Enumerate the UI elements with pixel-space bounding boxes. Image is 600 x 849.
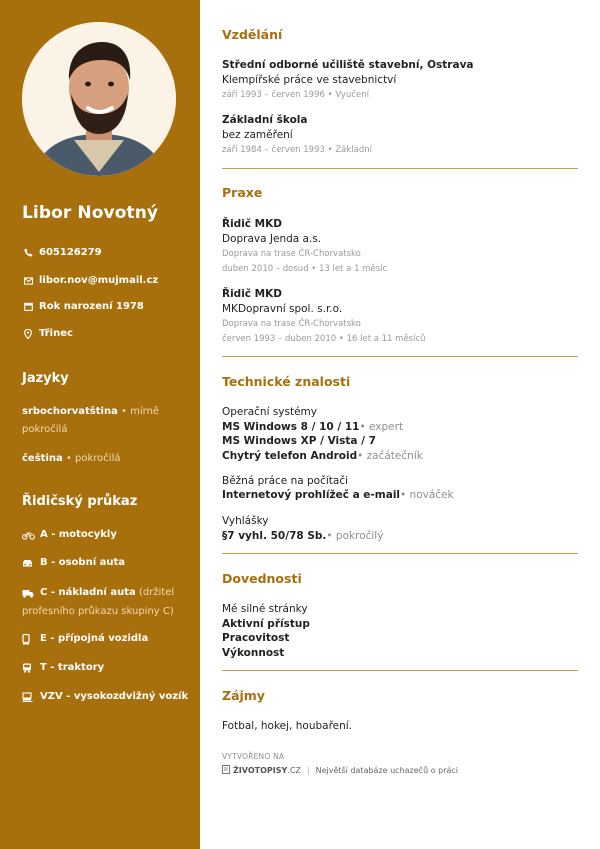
main-content <box>222 0 578 849</box>
languages-heading: Jazyky <box>22 371 69 386</box>
separator: • <box>311 264 317 274</box>
section-divider <box>222 356 578 357</box>
language-level: pokročilá <box>75 453 121 464</box>
license-item <box>22 688 192 707</box>
job-duration: 13 let a 1 měsíc <box>319 264 388 274</box>
skill-item <box>222 435 376 447</box>
abilities-intro: Mé silné stránky <box>222 603 308 615</box>
school-meta <box>222 90 369 100</box>
job-period: duben 2010 – dosud <box>222 264 309 274</box>
trailer-icon <box>22 631 36 649</box>
separator: • <box>121 406 127 417</box>
separator: • <box>327 90 333 100</box>
contact-birth-year <box>24 301 144 312</box>
bicycle-icon <box>22 527 36 545</box>
skill-name: MS Windows XP / Vista / 7 <box>222 435 376 447</box>
technical-skills-heading: Technické znalosti <box>222 374 351 389</box>
interests-heading: Zájmy <box>222 688 265 703</box>
skill-item <box>222 421 403 433</box>
ability-item: Výkonnost <box>222 647 285 659</box>
location-city: Třinec <box>39 328 73 339</box>
document-icon <box>222 765 230 776</box>
job-description: Doprava na trase ČR-Chorvatsko <box>222 319 361 329</box>
profile-photo <box>22 22 176 176</box>
job-role: Řidič MKD <box>222 218 282 230</box>
footer-created-label: VYTVOŘENO NA <box>222 752 285 761</box>
abilities-heading: Dovednosti <box>222 571 302 586</box>
language-name: čeština <box>22 453 63 464</box>
skill-group-name: Vyhlášky <box>222 515 269 527</box>
truck-icon <box>22 585 36 603</box>
skill-level: • pokročilý <box>326 530 384 542</box>
license-note: (držitel profesního průkazu skupiny C) <box>22 587 175 617</box>
license-label: T - traktory <box>40 662 105 673</box>
skill-item <box>222 489 454 501</box>
interests-text: Fotbal, hokej, houbaření. <box>222 720 353 732</box>
language-name: srbochorvatština <box>22 406 118 417</box>
section-divider <box>222 168 578 169</box>
car-icon <box>22 555 36 573</box>
location-icon <box>24 329 34 339</box>
language-level: mírně pokročilá <box>22 406 160 435</box>
footer-brand-line[interactable] <box>222 765 458 776</box>
license-label: A - motocykly <box>40 529 117 540</box>
birth-year: Rok narození 1978 <box>39 301 144 312</box>
skill-name: MS Windows 8 / 10 / 11 <box>222 421 360 433</box>
candidate-name: Libor Novotný <box>22 203 159 223</box>
contact-email[interactable] <box>24 275 158 286</box>
skill-item <box>222 530 383 542</box>
license-item <box>22 584 192 621</box>
skill-name: Chytrý telefon Android <box>222 450 358 462</box>
forklift-icon <box>22 689 36 707</box>
school-field: Klempířské práce ve stavebnictví <box>222 74 397 86</box>
language-item <box>22 403 187 439</box>
skill-name: §7 vyhl. 50/78 Sb. <box>222 530 327 542</box>
school-period: září 1993 – červen 1996 <box>222 90 325 100</box>
experience-heading: Praxe <box>222 185 263 200</box>
separator: | <box>306 766 310 775</box>
job-meta <box>222 264 387 274</box>
license-item <box>22 554 192 573</box>
footer-tagline: Největší databáze uchazečů o práci <box>315 766 459 775</box>
language-item <box>22 450 187 468</box>
driving-license-heading: Řidičský průkaz <box>22 494 138 509</box>
email-address: libor.nov@mujmail.cz <box>39 275 159 286</box>
contact-location <box>24 328 73 339</box>
contact-phone[interactable] <box>24 247 102 258</box>
license-label: VZV - vysokozdvižný vozík <box>40 691 189 702</box>
education-heading: Vzdělání <box>222 27 283 42</box>
school-period: září 1984 – červen 1993 <box>222 145 325 155</box>
job-period: červen 1993 – duben 2010 <box>222 334 337 344</box>
school-field: bez zaměření <box>222 129 293 141</box>
license-item <box>22 659 192 678</box>
license-label: B - osobní auta <box>40 557 126 568</box>
sidebar <box>0 0 200 849</box>
separator: • <box>65 453 72 464</box>
ability-item: Aktivní přístup <box>222 618 310 630</box>
job-role: Řidič MKD <box>222 288 282 300</box>
skill-group-name: Operační systémy <box>222 406 317 418</box>
section-divider <box>222 670 578 671</box>
job-company: Doprava Jenda a.s. <box>222 233 322 245</box>
tractor-icon <box>22 660 36 678</box>
license-label: E - přípojná vozidla <box>40 633 149 644</box>
skill-level: • nováček <box>400 489 454 501</box>
calendar-icon <box>24 302 34 311</box>
job-description: Doprava na trase ČR-Chorvatsko <box>222 249 361 259</box>
license-item <box>22 526 192 545</box>
section-divider <box>222 553 578 554</box>
job-company: MKDopravní spol. s.r.o. <box>222 303 343 315</box>
skill-group-name: Běžná práce na počítači <box>222 475 349 487</box>
email-icon <box>24 277 34 285</box>
school-level: Vyučení <box>335 90 369 100</box>
school-level: Základní <box>335 145 372 155</box>
skill-level: • expert <box>359 421 404 433</box>
skill-item <box>222 450 423 462</box>
separator: • <box>327 145 333 155</box>
separator: • <box>338 334 344 344</box>
brand-suffix: .CZ <box>287 766 301 775</box>
phone-icon <box>24 248 34 257</box>
brand-name: ŽIVOTOPISY <box>233 766 288 775</box>
job-duration: 16 let a 11 měsíců <box>346 334 426 344</box>
job-meta <box>222 334 426 344</box>
ability-item: Pracovitost <box>222 632 290 644</box>
license-item <box>22 630 192 649</box>
school-name: Základní škola <box>222 114 308 126</box>
phone-number: 605126279 <box>39 247 102 258</box>
skill-name: Internetový prohlížeč a e-mail <box>222 489 401 501</box>
school-meta <box>222 145 372 155</box>
skill-level: • začátečník <box>357 450 423 462</box>
school-name: Střední odborné učiliště stavební, Ostrava <box>222 59 474 71</box>
license-label: C - nákladní auta <box>40 587 136 598</box>
